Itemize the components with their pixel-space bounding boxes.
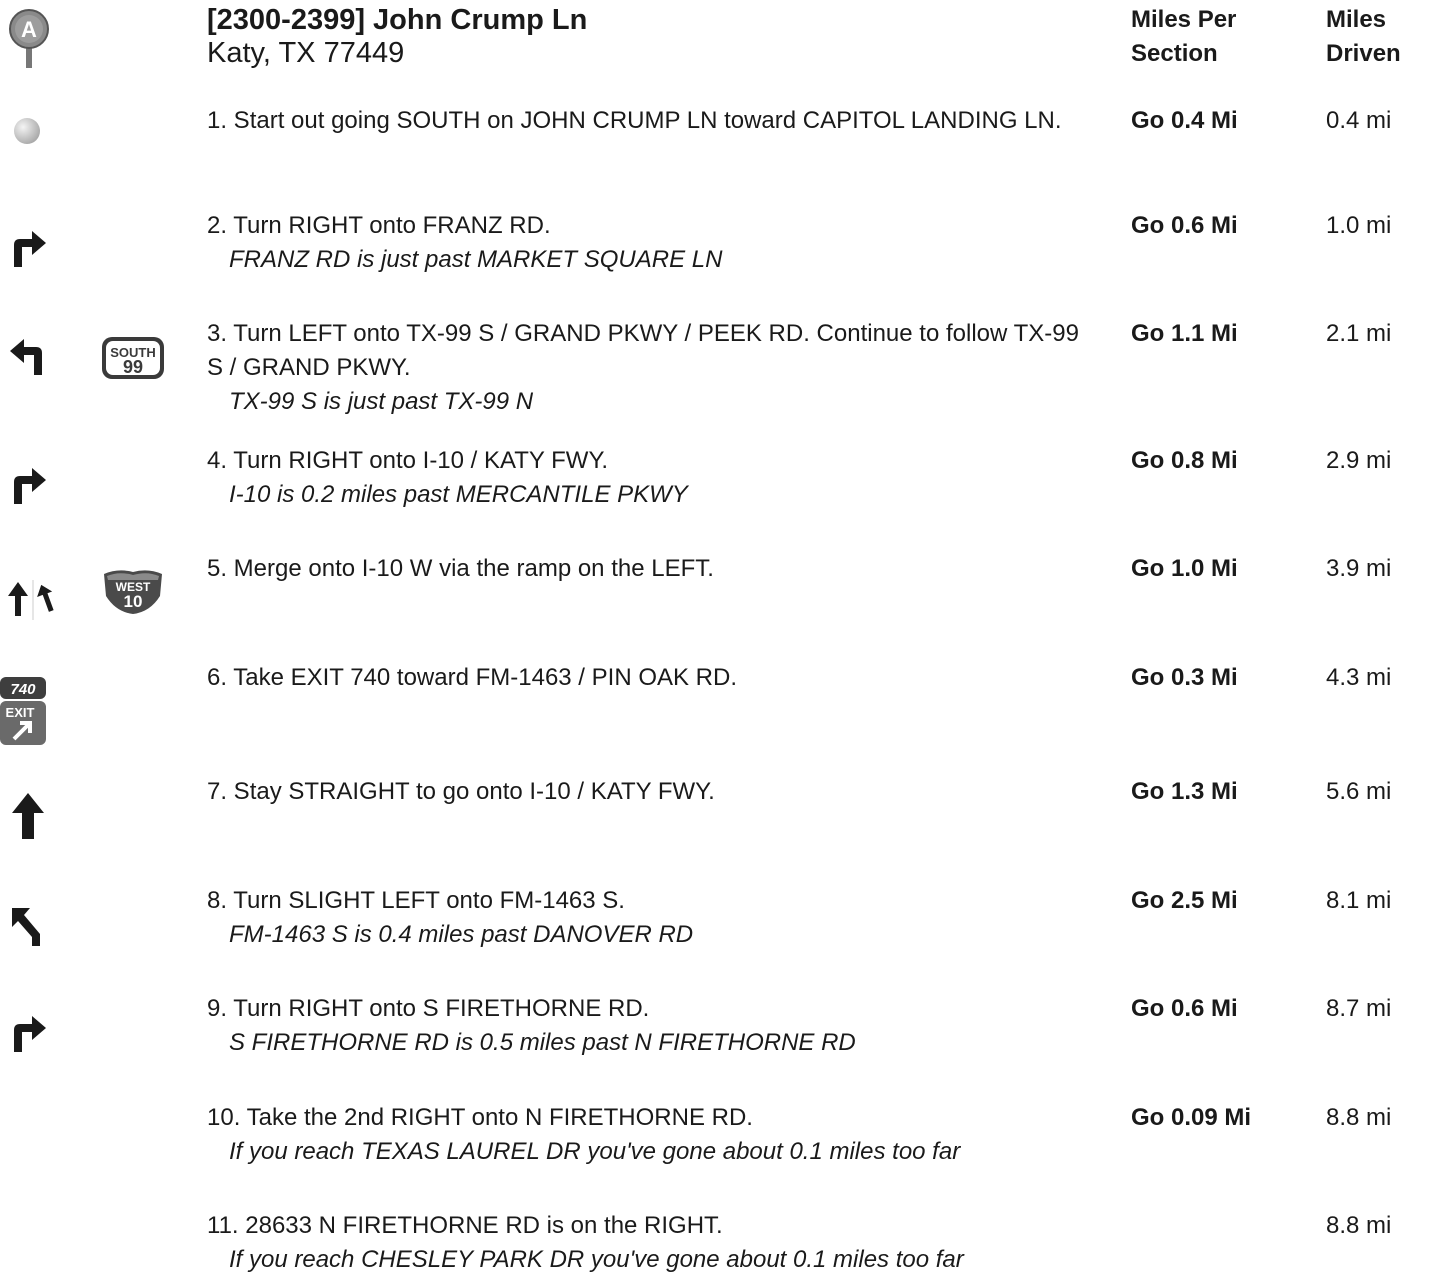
column-header-miles-per-section (1131, 3, 1236, 71)
column-header-miles-driven-line1: Miles (1326, 6, 1387, 33)
step-section-miles: Go 1.1 Mi (1131, 320, 1238, 347)
step-total-miles: 4.3 mi (1326, 664, 1392, 691)
step-section-miles: Go 0.4 Mi (1131, 107, 1238, 134)
slight-left-icon (6, 904, 50, 948)
step-instruction (207, 992, 1087, 1060)
step-text: 8. Turn SLIGHT LEFT onto FM-1463 S. (207, 887, 625, 914)
step-note: TX-99 S is just past TX-99 N (229, 388, 534, 415)
exit-number: 740 (10, 681, 36, 698)
step-total-miles: 5.6 mi (1326, 778, 1392, 805)
step-note: If you reach CHESLEY PARK DR you've gone about 0.1 miles too far (229, 1246, 964, 1273)
step-section-miles: Go 0.09 Mi (1131, 1104, 1252, 1131)
step-instruction (207, 884, 1087, 952)
shield-number: 99 (122, 357, 144, 377)
merge-icon (6, 578, 62, 622)
step-text: 4. Turn RIGHT onto I-10 / KATY FWY. (207, 447, 609, 474)
step-note: FRANZ RD is just past MARKET SQUARE LN (229, 246, 723, 273)
step-total-miles: 2.1 mi (1326, 320, 1392, 347)
step-note: If you reach TEXAS LAUREL DR you've gone about 0.1 miles too far (229, 1138, 961, 1165)
step-instruction: 6. Take EXIT 740 toward FM-1463 / PIN OAK RD. (207, 664, 738, 691)
step-instruction (207, 444, 1087, 512)
turn-right-icon (6, 1010, 50, 1054)
step-instruction (207, 1209, 1087, 1277)
turn-left-icon (6, 333, 50, 377)
step-section-miles: Go 0.8 Mi (1131, 447, 1238, 474)
step-section-miles: Go 1.0 Mi (1131, 555, 1238, 582)
step-total-miles: 1.0 mi (1326, 212, 1392, 239)
shield-direction: SOUTH (110, 345, 156, 360)
step-text: 2. Turn RIGHT onto FRANZ RD. (207, 212, 551, 239)
column-header-miles-driven-line2: Driven (1326, 40, 1401, 67)
step-instruction: 1. Start out going SOUTH on JOHN CRUMP LN toward CAPITOL LANDING LN. (207, 107, 1062, 134)
step-total-miles: 3.9 mi (1326, 555, 1392, 582)
step-section-miles: Go 0.3 Mi (1131, 664, 1238, 691)
step-text: 3. Turn LEFT onto TX-99 S / GRAND PKWY / PEEK RD. Continue to follow TX-99 S / GRAND PKWY. (207, 320, 1079, 381)
step-note: S FIRETHORNE RD is 0.5 miles past N FIRETHORNE RD (229, 1029, 856, 1056)
step-instruction: 5. Merge onto I-10 W via the ramp on the LEFT. (207, 555, 714, 582)
marker-a-icon (8, 8, 50, 75)
step-total-miles: 8.8 mi (1326, 1212, 1392, 1239)
step-section-miles: Go 0.6 Mi (1131, 995, 1238, 1022)
start-address-city: Katy, TX 77449 (207, 37, 405, 69)
exit-sign-icon (0, 677, 48, 747)
start-dot-icon (10, 114, 54, 158)
highway-shield-icon (100, 335, 166, 379)
step-section-miles: Go 1.3 Mi (1131, 778, 1238, 805)
step-text: 11. 28633 N FIRETHORNE RD is on the RIGHT. (207, 1212, 723, 1239)
start-address-title: [2300-2399] John Crump Ln (207, 4, 588, 36)
marker-a-label: A (21, 17, 37, 42)
exit-label: EXIT (5, 705, 35, 720)
turn-right-icon (6, 462, 50, 506)
step-note: I-10 is 0.2 miles past MERCANTILE PKWY (229, 481, 688, 508)
shield-direction: WEST (115, 580, 151, 594)
column-header-miles-driven (1326, 3, 1401, 71)
straight-arrow-icon (6, 791, 50, 835)
step-note: FM-1463 S is 0.4 miles past DANOVER RD (229, 921, 694, 948)
interstate-shield-icon (100, 566, 166, 610)
turn-right-icon (6, 225, 50, 269)
step-instruction (207, 1101, 1087, 1169)
step-instruction: 7. Stay STRAIGHT to go onto I-10 / KATY FWY. (207, 778, 715, 805)
step-section-miles: Go 2.5 Mi (1131, 887, 1238, 914)
shield-number: 10 (123, 592, 143, 611)
step-instruction (207, 209, 1087, 277)
step-total-miles: 8.7 mi (1326, 995, 1392, 1022)
step-instruction (207, 317, 1087, 419)
column-header-miles-per-section-line1: Miles Per (1131, 6, 1237, 33)
step-total-miles: 0.4 mi (1326, 107, 1392, 134)
step-total-miles: 8.8 mi (1326, 1104, 1392, 1131)
step-text: 9. Turn RIGHT onto S FIRETHORNE RD. (207, 995, 650, 1022)
step-total-miles: 2.9 mi (1326, 447, 1392, 474)
step-text: 10. Take the 2nd RIGHT onto N FIRETHORNE RD. (207, 1104, 753, 1131)
step-section-miles: Go 0.6 Mi (1131, 212, 1238, 239)
column-header-miles-per-section-line2: Section (1131, 40, 1218, 67)
step-total-miles: 8.1 mi (1326, 887, 1392, 914)
